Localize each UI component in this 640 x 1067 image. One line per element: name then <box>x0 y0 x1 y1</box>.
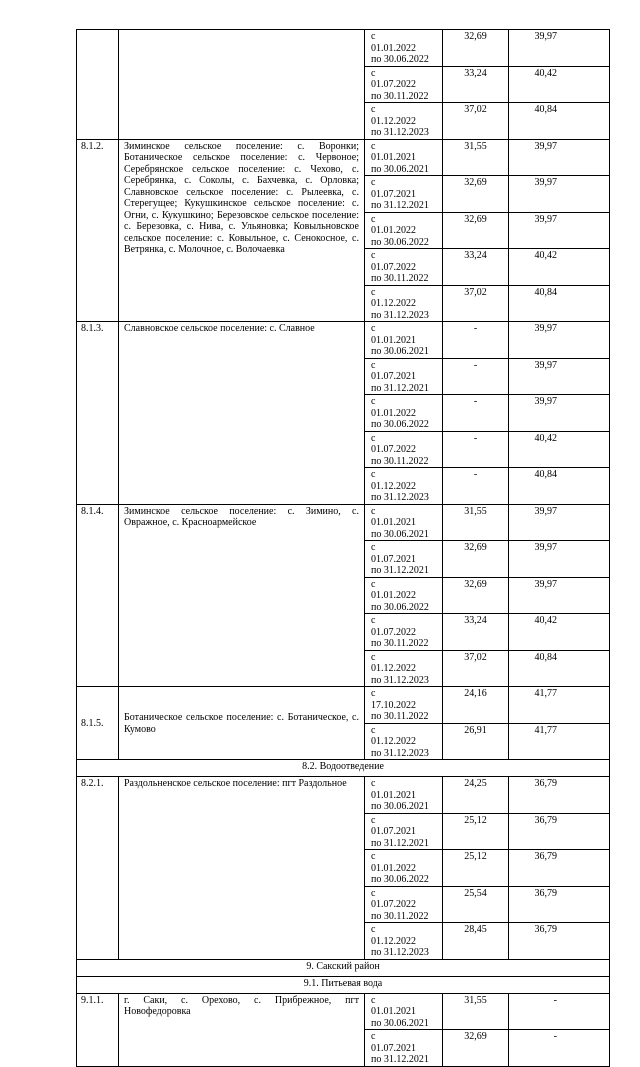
period-cell <box>365 431 443 468</box>
period-to <box>371 164 437 176</box>
period-to-prefix: по <box>371 200 382 211</box>
period-from-prefix: с <box>371 104 376 115</box>
period-from <box>371 924 437 947</box>
period-to-prefix: по <box>371 947 382 958</box>
tariff-value-2: 40,42 <box>509 249 610 286</box>
settlement-description: Раздольненское сельское поселение: пгт Раздольное <box>119 777 365 960</box>
period-to-date: 30.11.2022 <box>383 90 429 102</box>
period-to-prefix: по <box>371 1054 382 1065</box>
period-from-prefix: с <box>371 67 376 79</box>
period-from <box>371 615 437 638</box>
period-to-prefix: по <box>371 837 382 849</box>
tariff-value-1: 31,55 <box>443 993 509 1030</box>
settlement-description <box>119 30 365 140</box>
period-to-date: 30.06.2021 <box>383 163 429 175</box>
tariff-value-1: - <box>443 322 509 359</box>
section-title: 8.2. Водоотведение <box>77 760 610 777</box>
tariff-value-1: 26,91 <box>443 723 509 760</box>
period-to-date: 31.12.2021 <box>383 200 429 211</box>
period-to-prefix: по <box>371 565 382 576</box>
period-from <box>371 888 437 911</box>
section-row <box>77 760 610 777</box>
period-from-prefix: с <box>371 286 376 298</box>
period-to <box>371 675 437 687</box>
tariff-value-2: 39,97 <box>509 139 610 176</box>
period-to-prefix: по <box>371 90 382 102</box>
period-from-date: 01.07.2022 <box>371 626 416 638</box>
period-to <box>371 91 437 103</box>
period-to <box>371 456 437 468</box>
period-to-date: 30.11.2022 <box>383 910 429 922</box>
tariff-value-1: - <box>443 395 509 432</box>
period-from-date: 01.01.2021 <box>371 789 416 801</box>
period-from <box>371 688 437 711</box>
row-number: 8.1.2. <box>77 139 119 322</box>
row-number: 9.1.1. <box>77 993 119 1066</box>
period-from-prefix: с <box>371 724 376 736</box>
period-to-date: 30.11.2022 <box>383 711 429 722</box>
period-from-date: 01.01.2021 <box>371 1006 416 1017</box>
tariff-value-2: 36,79 <box>509 813 610 850</box>
period-cell <box>365 923 443 960</box>
tariff-value-1: 37,02 <box>443 650 509 687</box>
tariff-value-1: - <box>443 468 509 505</box>
period-to-date: 30.11.2022 <box>383 273 429 284</box>
period-from <box>371 469 437 492</box>
period-from <box>371 542 437 565</box>
period-to-prefix: по <box>371 528 382 540</box>
tariff-value-1: 33,24 <box>443 614 509 651</box>
period-from-date: 01.12.2022 <box>371 736 416 747</box>
table-row <box>77 139 610 176</box>
period-from-date: 01.07.2022 <box>371 79 416 90</box>
tariff-value-1: 32,69 <box>443 176 509 213</box>
period-to-prefix: по <box>371 455 382 467</box>
period-to-prefix: по <box>371 711 382 722</box>
period-to-prefix: по <box>371 54 382 65</box>
period-from <box>371 851 437 874</box>
tariff-value-2: 39,97 <box>509 322 610 359</box>
period-to-date: 30.06.2021 <box>383 346 429 357</box>
period-to-prefix: по <box>371 801 382 812</box>
period-to <box>371 383 437 395</box>
period-from-date: 17.10.2022 <box>371 699 416 711</box>
period-from-prefix: с <box>371 1031 376 1042</box>
period-to-date: 30.06.2022 <box>383 601 429 613</box>
period-to <box>371 748 437 760</box>
period-from <box>371 995 437 1018</box>
period-from <box>371 68 437 91</box>
period-cell <box>365 468 443 505</box>
tariff-value-2: 39,97 <box>509 504 610 541</box>
tariff-value-1: 25,12 <box>443 813 509 850</box>
period-cell <box>365 577 443 614</box>
period-to-date: 31.12.2023 <box>383 947 429 958</box>
period-from-prefix: с <box>371 615 376 626</box>
tariff-value-1: 32,69 <box>443 30 509 67</box>
period-from <box>371 1031 437 1054</box>
tariff-value-2: 39,97 <box>509 176 610 213</box>
tariff-value-2: 41,77 <box>509 723 610 760</box>
tariff-value-1: 31,55 <box>443 139 509 176</box>
period-cell <box>365 285 443 322</box>
period-from-date: 01.01.2022 <box>371 590 416 601</box>
tariff-value-1: 25,54 <box>443 886 509 923</box>
period-to <box>371 237 437 249</box>
period-from-prefix: с <box>371 323 376 334</box>
period-to-date: 30.06.2022 <box>383 54 429 65</box>
period-to-date: 31.12.2021 <box>383 382 429 394</box>
period-from-date: 01.12.2022 <box>371 115 416 127</box>
period-from <box>371 104 437 127</box>
period-from <box>371 725 437 748</box>
period-from-date: 01.01.2021 <box>371 334 416 346</box>
period-to-date: 30.06.2021 <box>383 801 429 812</box>
period-from-date: 01.01.2022 <box>371 407 416 419</box>
period-from <box>371 177 437 200</box>
period-from-date: 01.01.2022 <box>371 862 416 874</box>
period-to <box>371 711 437 723</box>
period-from-date: 01.07.2021 <box>371 188 416 200</box>
period-cell <box>365 395 443 432</box>
tariff-value-1: 32,69 <box>443 541 509 578</box>
tariff-value-2: 39,97 <box>509 395 610 432</box>
period-to-date: 31.12.2021 <box>383 565 429 576</box>
period-cell <box>365 614 443 651</box>
period-from-prefix: с <box>371 432 376 444</box>
period-from <box>371 778 437 801</box>
period-from-prefix: с <box>371 994 376 1006</box>
period-to-prefix: по <box>371 346 382 357</box>
period-cell <box>365 850 443 887</box>
period-from <box>371 433 437 456</box>
period-to <box>371 1018 437 1030</box>
tariff-value-2: 40,42 <box>509 431 610 468</box>
period-from <box>371 250 437 273</box>
period-to <box>371 273 437 285</box>
period-to-prefix: по <box>371 492 382 503</box>
period-from-date: 01.01.2022 <box>371 225 416 236</box>
period-to-date: 30.06.2022 <box>383 236 429 248</box>
row-number: 8.1.4. <box>77 504 119 687</box>
period-to <box>371 419 437 431</box>
period-to-date: 31.12.2023 <box>383 674 429 686</box>
settlement-description: Славновское сельское поселение: с. Славное <box>119 322 365 505</box>
period-from <box>371 141 437 164</box>
period-to-prefix: по <box>371 309 382 321</box>
period-from <box>371 360 437 383</box>
period-to-prefix: по <box>371 747 382 759</box>
period-to <box>371 838 437 850</box>
tariff-value-2: 41,77 <box>509 687 610 724</box>
period-to <box>371 874 437 886</box>
period-cell <box>365 322 443 359</box>
period-from-date: 01.01.2022 <box>371 42 416 54</box>
tariff-value-1: 24,25 <box>443 777 509 814</box>
period-cell <box>365 993 443 1030</box>
tariff-value-2: 40,84 <box>509 650 610 687</box>
period-from <box>371 579 437 602</box>
period-to-date: 30.11.2022 <box>383 455 429 467</box>
period-to <box>371 1054 437 1066</box>
period-from <box>371 31 437 54</box>
period-from <box>371 323 437 346</box>
period-cell <box>365 687 443 724</box>
period-to <box>371 54 437 66</box>
table-row <box>77 322 610 359</box>
period-to <box>371 492 437 504</box>
period-from-date: 01.07.2021 <box>371 371 416 382</box>
period-from <box>371 506 437 529</box>
period-to <box>371 565 437 577</box>
period-from-date: 01.07.2021 <box>371 553 416 565</box>
period-to-date: 31.12.2023 <box>383 747 429 759</box>
period-from-date: 01.07.2022 <box>371 899 416 910</box>
settlement-description: Зиминское сельское поселение: с. Воронки; Ботаническое сельское поселение: с. Червоное; Серебрянское сельское поселение: с. Чехово, с. Серебрянка, с. Соколы, с. Бахчевка, с. Орловка; Славновское сельское поселение: с. Рылеевка, с. Стерегущее; Кукушкинское сельское поселение: с. Огни, с. Кукушкино; Березовское сельское поселение: с. Березовка, с. Нива, с. Ульяновка; Ковыльновское сельское поселение: с. Ковыльное, с. Сенокосное, с. Ветрянка, с. Молочное, с. Волочаевка <box>119 139 365 322</box>
row-number: 8.1.3. <box>77 322 119 505</box>
period-cell <box>365 139 443 176</box>
tariff-value-2: 40,84 <box>509 285 610 322</box>
period-from-prefix: с <box>371 851 376 862</box>
period-to-date: 30.11.2022 <box>383 638 429 649</box>
tariff-value-1: 32,69 <box>443 212 509 249</box>
period-from-prefix: с <box>371 688 376 699</box>
tariff-value-2: 39,97 <box>509 541 610 578</box>
table-row <box>77 687 610 724</box>
period-to-date: 31.12.2021 <box>383 837 429 849</box>
period-to <box>371 127 437 139</box>
table-row <box>77 777 610 814</box>
period-cell <box>365 541 443 578</box>
period-to-date: 31.12.2023 <box>383 492 429 503</box>
period-cell <box>365 212 443 249</box>
tariff-value-1: 31,55 <box>443 504 509 541</box>
tariff-value-1: 24,16 <box>443 687 509 724</box>
period-cell <box>365 176 443 213</box>
period-from-date: 01.07.2022 <box>371 444 416 455</box>
tariff-value-2: 40,42 <box>509 614 610 651</box>
tariff-value-1: 33,24 <box>443 66 509 103</box>
period-from-date: 01.12.2022 <box>371 663 416 674</box>
period-from-date: 01.07.2021 <box>371 826 416 837</box>
tariff-value-2: 39,97 <box>509 30 610 67</box>
period-from <box>371 652 437 675</box>
tariff-value-1: - <box>443 431 509 468</box>
tariff-value-1: 32,69 <box>443 577 509 614</box>
tariff-value-1: - <box>443 358 509 395</box>
tariff-value-2: 36,79 <box>509 923 610 960</box>
period-cell <box>365 650 443 687</box>
period-to-prefix: по <box>371 273 382 284</box>
period-from <box>371 287 437 310</box>
tariff-value-1: 28,45 <box>443 923 509 960</box>
period-from <box>371 214 437 237</box>
period-to-prefix: по <box>371 382 382 394</box>
period-from-prefix: с <box>371 578 376 590</box>
tariff-value-2: 40,42 <box>509 66 610 103</box>
period-to-prefix: по <box>371 1017 382 1029</box>
row-number: 8.2.1. <box>77 777 119 960</box>
period-cell <box>365 504 443 541</box>
period-from-date: 01.12.2022 <box>371 935 416 947</box>
period-cell <box>365 103 443 140</box>
period-from-prefix: с <box>371 396 376 407</box>
period-cell <box>365 813 443 850</box>
period-to <box>371 638 437 650</box>
period-from-date: 01.07.2021 <box>371 1042 416 1054</box>
tariff-value-2: 39,97 <box>509 577 610 614</box>
section-title: 9.1. Питьевая вода <box>77 976 610 993</box>
period-from-prefix: с <box>371 505 376 517</box>
row-number <box>77 30 119 140</box>
section-row <box>77 976 610 993</box>
period-to <box>371 602 437 614</box>
period-to-date: 30.06.2021 <box>383 1017 429 1029</box>
period-to-date: 31.12.2023 <box>383 127 429 138</box>
period-cell <box>365 249 443 286</box>
period-cell <box>365 777 443 814</box>
period-to-date: 31.12.2021 <box>383 1054 429 1065</box>
tariff-value-2: 40,84 <box>509 468 610 505</box>
settlement-description: Ботаническое сельское поселение: с. Ботаническое, с. Кумово <box>119 687 365 760</box>
period-from-prefix: с <box>371 542 376 553</box>
tariff-table <box>76 29 610 1067</box>
period-to-prefix: по <box>371 910 382 922</box>
period-from <box>371 815 437 838</box>
table-row <box>77 30 610 67</box>
tariff-value-2: - <box>509 993 610 1030</box>
period-to-prefix: по <box>371 674 382 686</box>
period-from-date: 01.07.2022 <box>371 261 416 273</box>
period-from-prefix: с <box>371 814 376 826</box>
period-to-prefix: по <box>371 236 382 248</box>
period-from-date: 01.12.2022 <box>371 480 416 492</box>
period-from-prefix: с <box>371 177 376 188</box>
period-from-prefix: с <box>371 213 376 225</box>
period-from-prefix: с <box>371 651 376 663</box>
period-to-date: 30.06.2022 <box>383 874 429 885</box>
period-cell <box>365 358 443 395</box>
period-from-prefix: с <box>371 250 376 261</box>
period-from-prefix: с <box>371 778 376 789</box>
period-to <box>371 200 437 212</box>
tariff-value-1: 33,24 <box>443 249 509 286</box>
tariff-value-1: 32,69 <box>443 1030 509 1067</box>
period-to-date: 30.06.2022 <box>383 419 429 430</box>
period-to-prefix: по <box>371 874 382 885</box>
tariff-value-2: 39,97 <box>509 358 610 395</box>
section-row <box>77 959 610 976</box>
tariff-value-2: 36,79 <box>509 850 610 887</box>
tariff-value-2: 40,84 <box>509 103 610 140</box>
period-to-date: 31.12.2023 <box>383 309 429 321</box>
period-to-prefix: по <box>371 638 382 649</box>
period-to-prefix: по <box>371 163 382 175</box>
table-row <box>77 504 610 541</box>
period-from-date: 01.01.2021 <box>371 152 416 163</box>
period-to-prefix: по <box>371 127 382 138</box>
period-from-date: 01.01.2021 <box>371 517 416 528</box>
period-to-prefix: по <box>371 601 382 613</box>
period-cell <box>365 886 443 923</box>
tariff-value-2: 36,79 <box>509 777 610 814</box>
period-to <box>371 801 437 813</box>
period-from-prefix: с <box>371 31 376 42</box>
period-from-date: 01.12.2022 <box>371 298 416 309</box>
tariff-value-1: 37,02 <box>443 285 509 322</box>
tariff-value-1: 37,02 <box>443 103 509 140</box>
period-cell <box>365 30 443 67</box>
period-from <box>371 396 437 419</box>
period-to-date: 30.06.2021 <box>383 528 429 540</box>
tariff-value-1: 25,12 <box>443 850 509 887</box>
tariff-table-body <box>77 30 610 1067</box>
period-to <box>371 947 437 959</box>
period-from-prefix: с <box>371 140 376 152</box>
period-cell <box>365 723 443 760</box>
period-to-prefix: по <box>371 419 382 430</box>
period-from-prefix: с <box>371 359 376 371</box>
tariff-value-2: - <box>509 1030 610 1067</box>
period-from-prefix: с <box>371 469 376 480</box>
settlement-description: Зиминское сельское поселение: с. Зимино, с. Овражное, с. Красноармейское <box>119 504 365 687</box>
row-number: 8.1.5. <box>77 687 119 760</box>
section-title: 9. Сакский район <box>77 959 610 976</box>
tariff-value-2: 36,79 <box>509 886 610 923</box>
period-from-prefix: с <box>371 887 376 899</box>
period-cell <box>365 66 443 103</box>
settlement-description: г. Саки, с. Орехово, с. Прибрежное, пгт Новофедоровка <box>119 993 365 1066</box>
tariff-value-2: 39,97 <box>509 212 610 249</box>
table-row <box>77 993 610 1030</box>
period-to <box>371 310 437 322</box>
period-to <box>371 911 437 923</box>
period-to <box>371 529 437 541</box>
period-cell <box>365 1030 443 1067</box>
period-to <box>371 346 437 358</box>
period-from-prefix: с <box>371 924 376 935</box>
